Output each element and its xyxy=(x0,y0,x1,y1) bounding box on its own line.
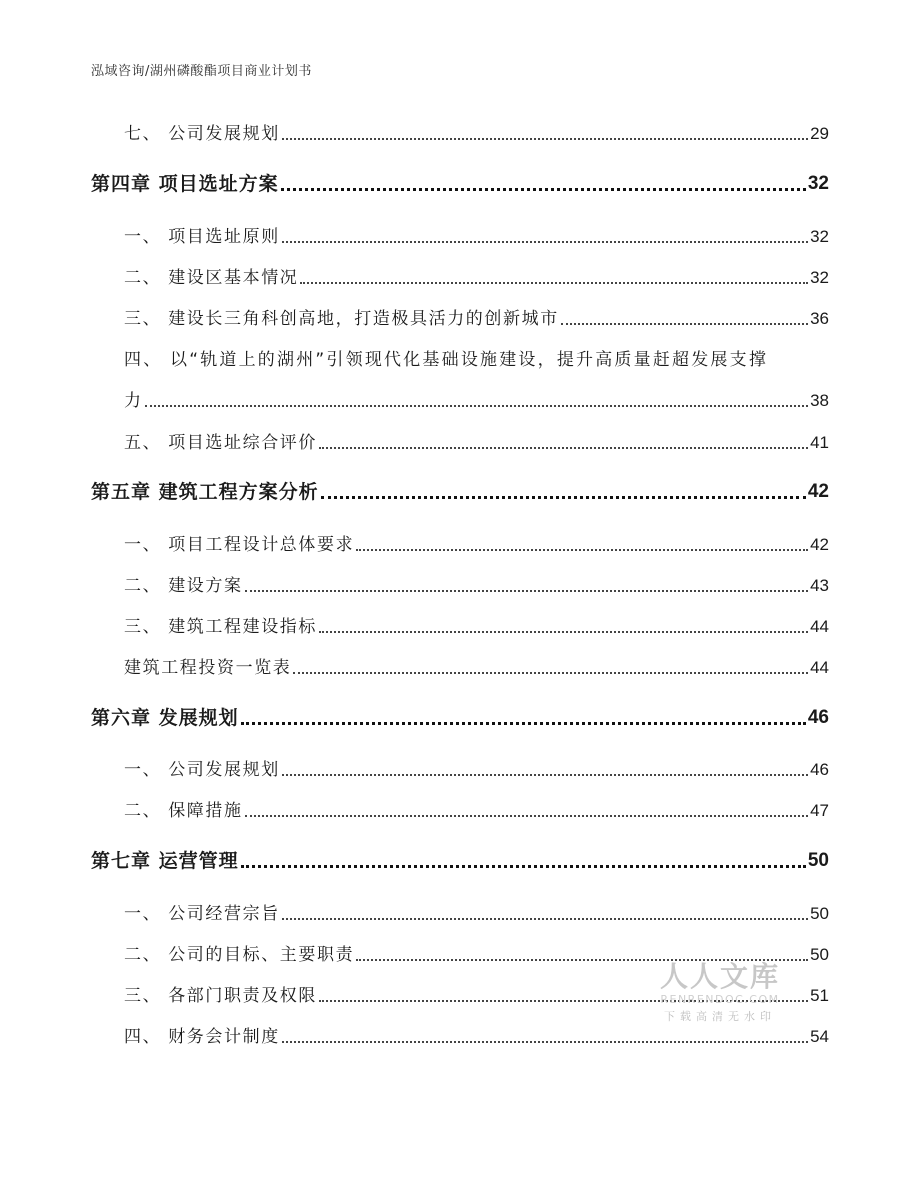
toc-entry[interactable] xyxy=(91,616,829,638)
leader-dots xyxy=(356,549,808,551)
leader-dots xyxy=(319,447,808,449)
toc-entry[interactable] xyxy=(91,759,829,781)
toc-page-number: 50 xyxy=(807,850,829,871)
toc-entry[interactable] xyxy=(91,226,829,248)
leader-dots xyxy=(319,631,808,633)
leader-dots xyxy=(561,323,808,325)
toc-entry-label: 四、 财务会计制度 xyxy=(124,1027,280,1047)
toc-chapter[interactable] xyxy=(91,707,829,729)
toc-page-number: 50 xyxy=(810,945,829,964)
leader-dots xyxy=(356,959,808,961)
toc-page-number: 50 xyxy=(810,904,829,923)
leader-dots xyxy=(241,722,806,725)
leader-dots xyxy=(282,1041,808,1043)
toc-entry-label: 二、 保障措施 xyxy=(124,801,243,821)
toc-page-number: 36 xyxy=(810,309,829,328)
toc-entry-label: 四、 以“轨道上的湖州”引领现代化基础设施建设，提升高质量赶超发展支撑 xyxy=(124,350,769,370)
toc-chapter-label: 第七章 运营管理 xyxy=(91,850,239,872)
leader-dots xyxy=(293,672,808,674)
running-header: 泓域咨询/湖州磷酸酯项目商业计划书 xyxy=(91,64,312,79)
toc-chapter[interactable] xyxy=(91,850,829,872)
toc-entry[interactable] xyxy=(91,575,829,597)
toc-entry[interactable] xyxy=(91,534,829,556)
toc-entry[interactable] xyxy=(91,944,829,966)
toc-entry-label: 二、 建设区基本情况 xyxy=(124,268,299,288)
leader-dots xyxy=(282,241,808,243)
toc-entry[interactable] xyxy=(91,903,829,925)
toc-chapter[interactable] xyxy=(91,481,829,503)
toc-page-number: 43 xyxy=(810,576,829,595)
toc-chapter-label: 第六章 发展规划 xyxy=(91,707,239,729)
leader-dots xyxy=(300,282,808,284)
toc-chapter-label: 第四章 项目选址方案 xyxy=(91,173,279,195)
toc-entry-wrapped-line[interactable] xyxy=(91,349,829,371)
toc-page-number: 47 xyxy=(810,801,829,820)
toc-page-number: 44 xyxy=(810,658,829,677)
leader-dots xyxy=(319,1000,808,1002)
toc-page-number: 38 xyxy=(810,391,829,410)
toc-entry-label: 一、 公司经营宗旨 xyxy=(124,904,280,924)
leader-dots xyxy=(282,774,808,776)
toc-entry-label: 一、 项目选址原则 xyxy=(124,227,280,247)
watermark-title: 人人文库 xyxy=(659,960,780,993)
toc-page-number: 51 xyxy=(810,986,829,1005)
toc-entry[interactable] xyxy=(91,308,829,330)
toc-entry-label: 三、 建筑工程建设指标 xyxy=(124,617,318,637)
toc-page-number: 46 xyxy=(807,707,829,728)
toc-chapter[interactable] xyxy=(91,173,829,195)
toc-entry-label: 一、 公司发展规划 xyxy=(124,760,280,780)
leader-dots xyxy=(245,590,808,592)
toc-chapter-label: 第五章 建筑工程方案分析 xyxy=(91,481,319,503)
toc-entry[interactable] xyxy=(91,123,829,145)
toc-page-number: 54 xyxy=(810,1027,829,1046)
leader-dots xyxy=(282,918,808,920)
watermark-domain: RENRENDOC.COM xyxy=(660,993,780,1006)
toc-entry-label: 三、 建设长三角科创高地，打造极具活力的创新城市 xyxy=(124,309,559,329)
leader-dots xyxy=(282,138,808,140)
toc-page-number: 32 xyxy=(810,227,829,246)
toc-entry-label: 三、 各部门职责及权限 xyxy=(124,986,318,1006)
toc-entry-label: 五、 项目选址综合评价 xyxy=(124,433,318,453)
toc-entry[interactable] xyxy=(91,1026,829,1048)
leader-dots xyxy=(245,815,808,817)
toc-page-number: 32 xyxy=(810,268,829,287)
toc-page-number: 42 xyxy=(810,535,829,554)
toc-page-number: 46 xyxy=(810,760,829,779)
toc-page-number: 29 xyxy=(810,124,829,143)
toc-entry[interactable] xyxy=(91,267,829,289)
toc-page-number: 41 xyxy=(810,433,829,452)
leader-dots xyxy=(241,865,806,868)
leader-dots xyxy=(145,405,808,407)
toc-entry[interactable] xyxy=(91,432,829,454)
toc-entry-label: 七、 公司发展规划 xyxy=(124,124,280,144)
toc-page-number: 32 xyxy=(807,173,829,194)
leader-dots xyxy=(281,188,806,191)
watermark-subtitle: 下载高清无水印 xyxy=(664,1010,776,1023)
toc-entry-label: 二、 建设方案 xyxy=(124,576,243,596)
toc-page-number: 42 xyxy=(807,481,829,502)
toc-page-number: 44 xyxy=(810,617,829,636)
toc-entry-continuation[interactable] xyxy=(91,390,829,412)
toc-entry[interactable] xyxy=(91,985,829,1007)
toc-entry-label: 建筑工程投资一览表 xyxy=(124,658,292,678)
toc-entry-label-continuation: 力 xyxy=(124,391,143,411)
toc-entry[interactable] xyxy=(91,800,829,822)
toc-entry-label: 一、 项目工程设计总体要求 xyxy=(124,535,355,555)
toc-entry[interactable] xyxy=(91,657,829,679)
leader-dots xyxy=(321,496,806,499)
toc-entry-label: 二、 公司的目标、主要职责 xyxy=(124,945,355,965)
